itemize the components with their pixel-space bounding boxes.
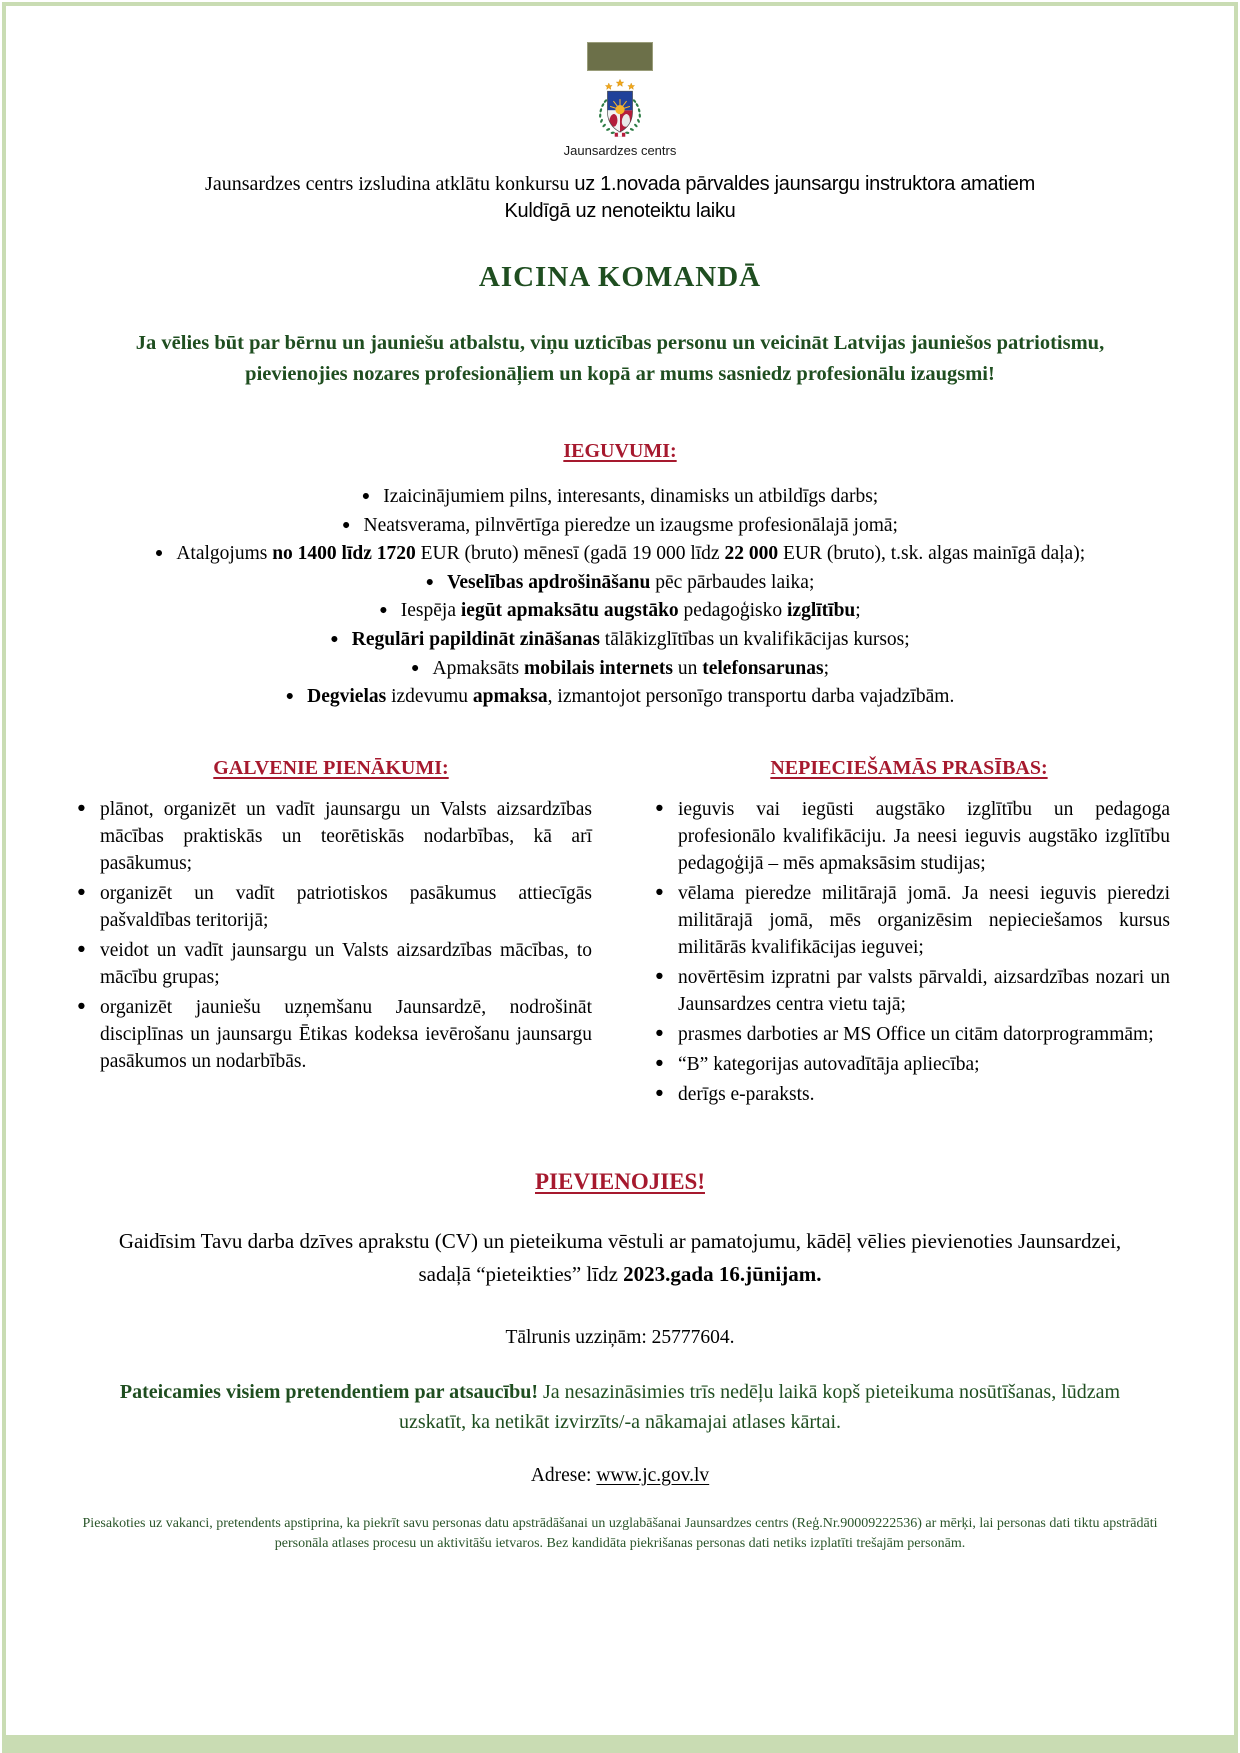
bullet-icon: ● bbox=[425, 573, 435, 590]
bullet-icon: ● bbox=[655, 883, 664, 900]
coat-of-arms-icon bbox=[587, 77, 653, 141]
bullet-icon: ● bbox=[655, 967, 664, 984]
list-item: ● Iespēja iegūt apmaksātu augstāko pedagoģisko izglītību; bbox=[379, 600, 861, 622]
benefits-list bbox=[70, 483, 1170, 711]
list-item: ● novērtēsim izpratni par valsts pārvaldi, aizsardzības nozari un Jaunsardzes centra vietu tajā; bbox=[648, 964, 1170, 1018]
intro-paragraph: Ja vēlies būt par bērnu un jauniešu atbalstu, viņu uzticības personu un veicināt Latvijas jauniešos patriotismu, pievienojies nozares profesionāļiem un kopā ar mums sasniedz profesionālu izaugsmi! bbox=[135, 332, 1105, 385]
list-item: ● plānot, organizēt un vadīt jaunsargu un Valsts aizsardzības mācības praktiskās un teorētiskās nodarbības, kā arī pasākumus; bbox=[70, 796, 592, 877]
bullet-icon: ● bbox=[154, 545, 164, 562]
bullet-icon: ● bbox=[411, 659, 420, 676]
list-item: ● Neatsverama, pilnvērtīga pieredze un izaugsme profesionālajā jomā; bbox=[342, 514, 898, 536]
bullet-icon: ● bbox=[655, 799, 664, 816]
bullet-icon: ● bbox=[77, 883, 86, 900]
bullet-icon: ● bbox=[361, 488, 371, 504]
benefits-section-header bbox=[70, 440, 1170, 463]
list-item: ● derīgs e-paraksts. bbox=[648, 1081, 1170, 1108]
bullet-icon: ● bbox=[77, 799, 86, 816]
list-item: ● Atalgojums no 1400 līdz 1720 EUR (bruto) mēnesī (gadā 19 000 līdz 22 000 EUR (bruto), t.sk. algas mainīgā daļa); bbox=[154, 543, 1086, 565]
requirements-column bbox=[648, 757, 1170, 1111]
bullet-icon: ● bbox=[655, 1054, 664, 1071]
list-item: ● vēlama pieredze militārajā jomā. Ja neesi ieguvis pieredzi militārajā jomā, mēs organizēsim nepieciešamos kursus militārās kvalifikācijas ieguvei; bbox=[648, 880, 1170, 961]
logo-olive-bar bbox=[587, 42, 653, 71]
join-heading: PIEVIENOJIES! bbox=[535, 1168, 705, 1194]
list-item: ● Regulāri papildināt zināšanas tālākizglītības un kvalifikācijas kursos; bbox=[330, 629, 910, 651]
list-item: ● Apmaksāts mobilais internets un telefonsarunas; bbox=[411, 657, 829, 679]
requirements-list bbox=[648, 796, 1170, 1108]
list-item: ● veidot un vadīt jaunsargu un Valsts aizsardzības mācības, to mācību grupas; bbox=[70, 937, 592, 991]
list-item: ● prasmes darboties ar MS Office un citām datorprogrammām; bbox=[648, 1021, 1170, 1048]
duties-heading: GALVENIE PIENĀKUMI: bbox=[213, 756, 449, 779]
address-line bbox=[70, 1465, 1170, 1487]
cv-paragraph: Gaidīsim Tavu darba dzīves aprakstu (CV) un pieteikuma vēstuli ar pamatojumu, kādēļ vēlies pievienoties Jaunsardzei, sadaļā “pieteikties” līdz 2023.gada 16.jūnijam. bbox=[118, 1228, 1122, 1286]
logo-block bbox=[70, 42, 1170, 158]
duties-list bbox=[70, 796, 592, 1075]
list-item: ● Veselības apdrošināšanu pēc pārbaudes laika; bbox=[425, 571, 815, 593]
bullet-icon: ● bbox=[342, 516, 351, 533]
bullet-icon: ● bbox=[77, 997, 86, 1014]
bullet-icon: ● bbox=[285, 688, 295, 705]
main-heading: AICINA KOMANDĀ bbox=[478, 261, 762, 293]
columns-section bbox=[70, 757, 1170, 1111]
headline-line1 bbox=[70, 171, 1170, 198]
bullet-icon: ● bbox=[77, 940, 86, 957]
thanks-paragraph: Pateicamies visiem pretendentiem par atsaucību! Ja nesazināsimies trīs nedēļu laikā kopš pieteikuma nosūtīšanas, lūdzam uzskatīt, ka netikāt izvirzīts/-a nākamajai atlases kārtai. bbox=[119, 1380, 1121, 1433]
list-item: ● organizēt un vadīt patriotiskos pasākumus attiecīgās pašvaldības teritorijā; bbox=[70, 880, 592, 934]
list-item: ● organizēt jauniešu uzņemšanu Jaunsardzē, nodrošināt disciplīnas un jaunsargu Ētikas kodeksa ievērošanu jaunsargu pasākumos un nodarbībās. bbox=[70, 994, 592, 1075]
privacy-note: Piesakoties uz vakanci, pretendents apstiprina, ka piekrīt savu personas datu apstrādāšanai un uzglabāšanai Jaunsardzes centrs (Reģ.Nr.90009222536) ar mērķi, lai personas dati tiktu apstrādāti personāla atlases procesu un aktivitāšu ietvaros. Bez kandidāta piekrišanas personas dati netiks izplatīti trešajām personām. bbox=[82, 1515, 1158, 1551]
logo-caption: Jaunsardzes centrs bbox=[563, 143, 677, 158]
join-section-header bbox=[70, 1169, 1170, 1195]
address-label: Adrese: bbox=[530, 1464, 597, 1486]
bullet-icon: ● bbox=[330, 630, 339, 647]
bullet-icon: ● bbox=[655, 1084, 664, 1101]
list-item: ● Degvielas izdevumu apmaksa, izmantojot personīgo transportu darba vajadzībām. bbox=[285, 686, 955, 708]
list-item: ● Izaicinājumiem pilns, interesants, dinamisks un atbildīgs darbs; bbox=[361, 486, 879, 508]
list-item: ● “B” kategorijas autovadītāja apliecība; bbox=[648, 1051, 1170, 1078]
website-link[interactable]: www.jc.gov.lv bbox=[596, 1464, 710, 1486]
phone-line: Tālrunis uzziņām: 25777604. bbox=[505, 1326, 735, 1348]
requirements-heading: NEPIECIEŠAMĀS PRASĪBAS: bbox=[770, 756, 1048, 779]
duties-column bbox=[70, 757, 592, 1111]
headline-line2: Kuldīgā uz nenoteiktu laiku bbox=[504, 200, 736, 222]
headline bbox=[70, 171, 1170, 225]
benefits-heading: IEGUVUMI: bbox=[563, 440, 677, 462]
bullet-icon: ● bbox=[379, 602, 388, 619]
list-item: ● ieguvis vai iegūsti augstāko izglītību un pedagoga profesionālo kvalifikāciju. Ja neesi ieguvis augstāko izglītību pedagoģijā – mēs apmaksāsim studijas; bbox=[648, 796, 1170, 877]
bullet-icon: ● bbox=[655, 1024, 664, 1041]
headline-sans-part: uz 1.novada pārvaldes jaunsargu instruktora amatiem bbox=[574, 173, 1035, 195]
headline-serif-part: Jaunsardzes centrs izsludina atklātu konkursu bbox=[205, 173, 575, 195]
